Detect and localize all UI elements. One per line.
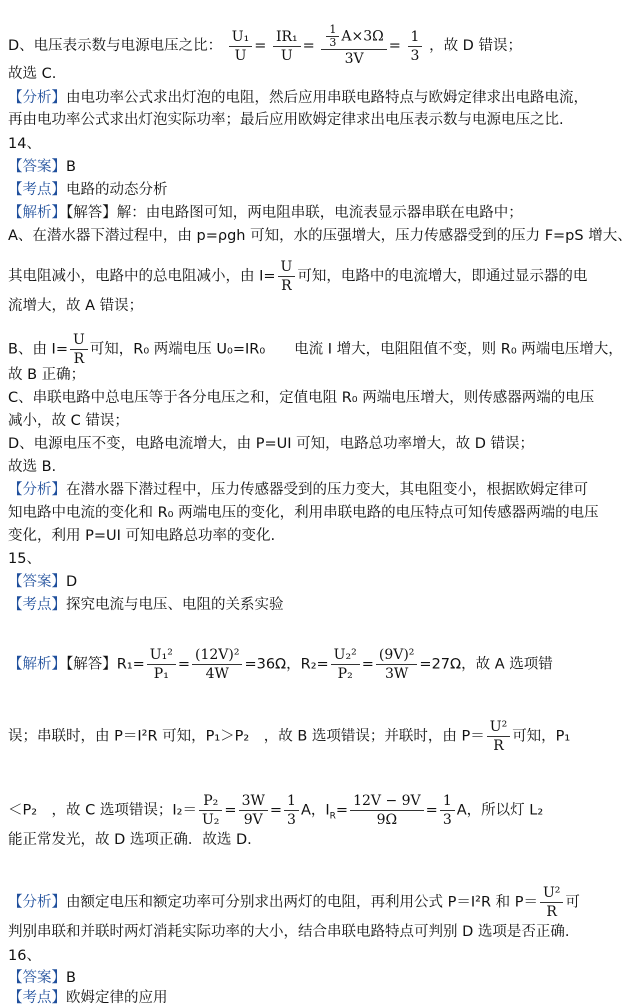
- solve-label: 【解析】: [8, 656, 66, 673]
- text-segment: 可知，R₀ 两端电压 U₀=IR₀ 电流 I 增大，电阻阻值不变，则 R₀ 两端电压增大，: [89, 341, 623, 358]
- text-segment: 由额定电压和额定功率可分别求出两灯的电阻，再利用公式 P＝I²R 和 P＝: [66, 894, 538, 911]
- text-segment: =36Ω，R₂=: [244, 656, 329, 673]
- text-line-with-fraction: ＜P₂ ，故 C 选项错误；I₂＝ $\frac{\text{P₂}}{\text{U₂}}$ = $\frac{3W}{9V}$ = $\frac{1}{3}$ A，$I_R=$ $\frac{12V - 9V}{9\Omega}$ = $\frac{1}{3}$ A，所以灯 L₂: [8, 793, 544, 828]
- text-line-with-fraction: [8, 718, 570, 755]
- text-segment: 可知，电路中的电流增大，即通过显示器的电: [297, 268, 588, 285]
- fraction: $\frac{1}{3}$: [284, 792, 299, 829]
- text-line: 流增大，故 A 错误；: [8, 298, 144, 314]
- analysis-line-15: [8, 884, 580, 921]
- text-line: 故选 B.: [8, 459, 57, 475]
- text-segment: 电路的动态分析: [66, 182, 168, 198]
- text-segment: 可知，P₁: [512, 728, 571, 745]
- fraction: $\frac{\text{(12V)²}}{4W}$: [192, 646, 242, 683]
- text-line: C、串联电路中总电压等于各分电压之和，定值电阻 R₀ 两端电压增大，则传感器两端的电压: [8, 390, 595, 406]
- text-segment: 可: [565, 894, 580, 911]
- point-label: 【考点】: [8, 597, 66, 613]
- question-number: 15、: [8, 551, 41, 567]
- fraction: $\frac{\text{(9V)²}}{3W}$: [376, 646, 418, 683]
- fraction: $\frac{\text{IR₁}}{U}$: [273, 28, 301, 65]
- point-label: 【考点】: [8, 182, 66, 198]
- fraction: $\frac{12V - 9V}{9\Omega}$: [350, 792, 424, 829]
- text-segment: D: [66, 574, 78, 590]
- fraction: $\frac{U}{R}$: [278, 258, 296, 295]
- analysis-line: [8, 88, 588, 108]
- answer-label: 【答案】: [8, 159, 66, 175]
- text-segment: 探究电流与电压、电阻的关系实验: [66, 597, 284, 613]
- fraction: $\frac{\text{U²}}{R}$: [540, 884, 563, 921]
- text-line-with-fraction: [8, 258, 587, 295]
- question-number: 16、: [8, 948, 41, 964]
- text-segment: 在潜水器下潜过程中，压力传感器受到的压力变大，其电阻变小，根据欧姆定律可: [66, 482, 588, 498]
- text-line: 故选 C.: [8, 66, 57, 82]
- text-segment: A，I: [300, 802, 330, 819]
- fraction: $\frac{1}{3}$: [408, 28, 423, 65]
- answer-line: [8, 572, 77, 592]
- text-segment: D、电压表示数与电源电压之比：: [8, 38, 223, 54]
- analysis-label: 【分析】: [8, 894, 66, 911]
- text-segment: 欧姆定律的应用: [66, 990, 168, 1006]
- fraction-compound: $\frac{1}{3}$ A×3Ω 3V: [321, 24, 386, 68]
- text-line: 变化，利用 P=UI 可知电路总功率的变化.: [8, 528, 276, 544]
- text-line: 再由电功率公式求出灯泡实际功率；最后应用欧姆定律求出电压表示数与电源电压之比.: [8, 112, 564, 128]
- solve-line: [8, 203, 523, 223]
- answer-line: [8, 157, 76, 177]
- text-segment: 其电阻减小，电路中的总电阻减小，由 I=: [8, 268, 276, 285]
- text-line: 减小，故 C 错误；: [8, 413, 129, 429]
- fraction: $\frac{\text{U₁}}{U}$: [229, 28, 252, 65]
- fraction: $\frac{\text{U₂²}}{\text{P₂}}$: [331, 646, 360, 683]
- answer-line: [8, 968, 76, 988]
- answer-label: 【答案】: [8, 970, 66, 986]
- text-line: A、在潜水器下潜过程中，由 p=ρgh 可知，水的压强增大，压力传感器受到的压力 F=pS 增大、: [8, 228, 632, 244]
- text-line: 能正常发光，故 D 选项正确．故选 D.: [8, 832, 252, 848]
- fraction: $\frac{\text{P₂}}{\text{U₂}}$: [199, 792, 222, 829]
- analysis-label: 【分析】: [8, 90, 66, 106]
- point-line: [8, 180, 168, 200]
- text-line: D、电源电压不变，电路电流增大，由 P=UI 可知，电路总功率增大，故 D 错误；: [8, 436, 535, 452]
- subscript: R: [329, 811, 336, 822]
- analysis-line: [8, 480, 588, 500]
- text-segment: 由电功率公式求出灯泡的电阻，然后应用串联电路特点与欧姆定律求出电路电流，: [66, 90, 588, 106]
- solve-label: 【解析】: [8, 205, 66, 221]
- solve-line-15: 【解析】【解答】R₁= $\frac{\text{U₁²}}{\text{P₁}}$ = $\frac{\text{(12V)²}}{4W}$ =36Ω，R₂= $\frac{\text{U₂²}}{\text{P₂}}$ = $\frac{\text{(9V)²}}{3W}$ =27Ω，故 A 选项错: [8, 647, 553, 682]
- text-segment: ＜P₂ ，故 C 选项错误；I₂＝: [8, 802, 197, 819]
- line-d-voltage-ratio: D、电压表示数与电源电压之比： $\frac{\text{U₁}}{U}$ = $\frac{\text{IR₁}}{U}$ = $\frac{1}{3}$ A×3Ω 3V = $\frac{1}{3}$ ，故 D 错误；: [8, 23, 522, 67]
- point-label: 【考点】: [8, 990, 66, 1006]
- text-segment: A，所以灯 L₂: [456, 802, 544, 819]
- fraction: $\frac{3W}{9V}$: [239, 792, 268, 829]
- fraction: $\frac{1}{3}$: [440, 792, 455, 829]
- answer-label: 【答案】: [8, 574, 66, 590]
- point-line: [8, 988, 168, 1008]
- text-line: 知电路中电流的变化和 R₀ 两端电压的变化，利用串联电路的电压特点可知传感器两端的电压: [8, 505, 599, 521]
- point-line: [8, 595, 284, 615]
- text-line: 判别串联和并联时两灯消耗实际功率的大小，结合串联电路特点可判别 D 选项是否正确.: [8, 924, 570, 940]
- text-segment: 【解答】R₁=: [66, 656, 145, 673]
- fraction: $\frac{\text{U²}}{R}$: [487, 718, 510, 755]
- text-line: 故 B 正确；: [8, 367, 86, 383]
- fraction: $\frac{U}{R}$: [70, 331, 88, 368]
- text-segment: B、由 I=: [8, 341, 68, 358]
- text-segment: B: [66, 159, 76, 175]
- text-segment: ，故 D 错误；: [429, 38, 522, 54]
- text-segment: 【解答】解：由电路图可知，两电阻串联，电流表显示器串联在电路中；: [66, 205, 523, 221]
- question-number: 14、: [8, 136, 41, 152]
- analysis-label: 【分析】: [8, 482, 66, 498]
- fraction: $\frac{\text{U₁²}}{\text{P₁}}$: [147, 646, 176, 683]
- text-segment: 误；串联时，由 P＝I²R 可知，P₁＞P₂ ，故 B 选项错误；并联时，由 P＝: [8, 728, 485, 745]
- text-line-with-fraction: [8, 331, 623, 368]
- text-segment: =27Ω，故 A 选项错: [419, 656, 553, 673]
- text-segment: B: [66, 970, 76, 986]
